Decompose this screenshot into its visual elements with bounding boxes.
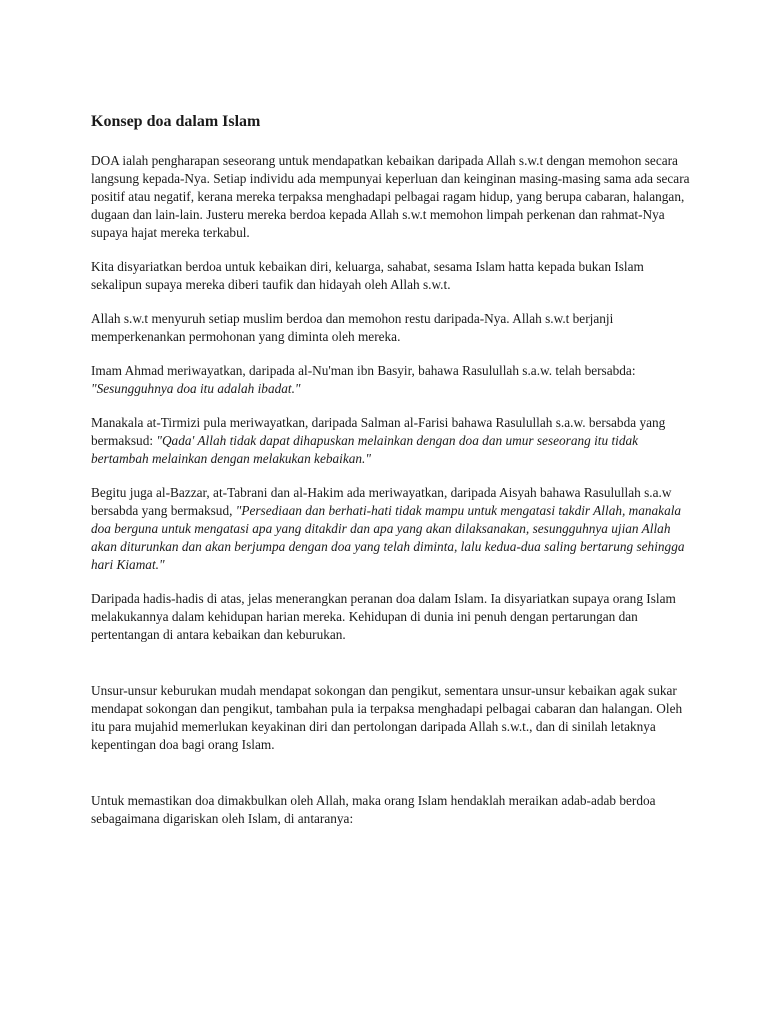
paragraph-perintah: Allah s.w.t menyuruh setiap muslim berdoa dan memohon restu daripada-Nya. Allah s.w.t berjanji memperkenankan permohonan yang diminta oleh mereka. [91,311,614,344]
paragraph-definition: DOA ialah pengharapan seseorang untuk mendapatkan kebaikan daripada Allah s.w.t dengan memohon secara langsung kepada-Nya. Setiap individu ada mempunyai keperluan dan keinginan masing-masing sama ada secara positif atau negatif, kerana mereka terpaksa menghadapi pelbagai ragam hidup, yang berupa cabaran, halangan, dugaan dan lain-lain. Justeru mereka berdoa kepada Allah s.w.t memohon limpah perkenan dan rahmat-Nya supaya hajat mereka terkabul. [91,153,690,240]
hadith-tirmizi-quote: "Qada' Allah tidak dapat dihapuskan melainkan dengan doa dan umur seseorang itu tidak bertambah melainkan dengan melakukan kebaikan." [91,433,639,466]
paragraph-hadith-ahmad [91,362,691,398]
hadith-bazzar-intro: Begitu juga al-Bazzar, at-Tabrani dan al-Hakim ada meriwayatkan, daripada Aisyah bahawa Rasulullah s.a.w bersabda yang bermaksud, [91,485,672,518]
document-title: Konsep doa dalam Islam [91,113,261,130]
paragraph-syariat: Kita disyariatkan berdoa untuk kebaikan diri, keluarga, sahabat, sesama Islam hatta kepada bukan Islam sekalipun supaya mereka diberi taufik dan hidayah oleh Allah s.w.t. [91,259,644,292]
paragraph-keburukan: Unsur-unsur keburukan mudah mendapat sokongan dan pengikut, sementara unsur-unsur kebaikan agak sukar mendapat sokongan dan pengikut, tambahan pula ia terpaksa menghadapi pelbagai cabaran dan halangan. Oleh itu para mujahid memerlukan keyakinan diri dan pertolongan daripada Allah s.w.t., dan di sinilah letaknya kepentingan doa bagi orang Islam. [91,683,683,752]
hadith-bazzar-quote: "Persediaan dan berhati-hati tidak mampu untuk mengatasi takdir Allah, manakala doa berguna untuk mengatasi apa yang ditakdir dan apa yang akan dilaksanakan, sesungguhnya ujian Allah akan diturunkan dan akan berjumpa dengan doa yang telah diminta, lalu kedua-dua saling bertarung sehingga hari Kiamat." [91,503,685,572]
hadith-ahmad-intro: Imam Ahmad meriwayatkan, daripada al-Nu'man ibn Basyir, bahawa Rasulullah s.a.w. telah bersabda: [91,363,636,378]
paragraph-hadith-bazzar [91,484,691,574]
paragraph-adab: Untuk memastikan doa dimakbulkan oleh Allah, maka orang Islam hendaklah meraikan adab-adab berdoa sebagaimana digariskan oleh Islam, di antaranya: [91,793,656,826]
paragraph-hadith-tirmizi [91,414,691,468]
document-page [91,111,691,844]
hadith-ahmad-quote: "Sesungguhnya doa itu adalah ibadat." [91,381,301,396]
paragraph-kesimpulan: Daripada hadis-hadis di atas, jelas menerangkan peranan doa dalam Islam. Ia disyariatkan supaya orang Islam melakukannya dalam kehidupan harian mereka. Kehidupan di dunia ini penuh dengan pertarungan dan pertentangan di antara kebaikan dan keburukan. [91,591,676,642]
hadith-tirmizi-intro: Manakala at-Tirmizi pula meriwayatkan, daripada Salman al-Farisi bahawa Rasulullah s.a.w. bersabda yang bermaksud: [91,415,666,448]
